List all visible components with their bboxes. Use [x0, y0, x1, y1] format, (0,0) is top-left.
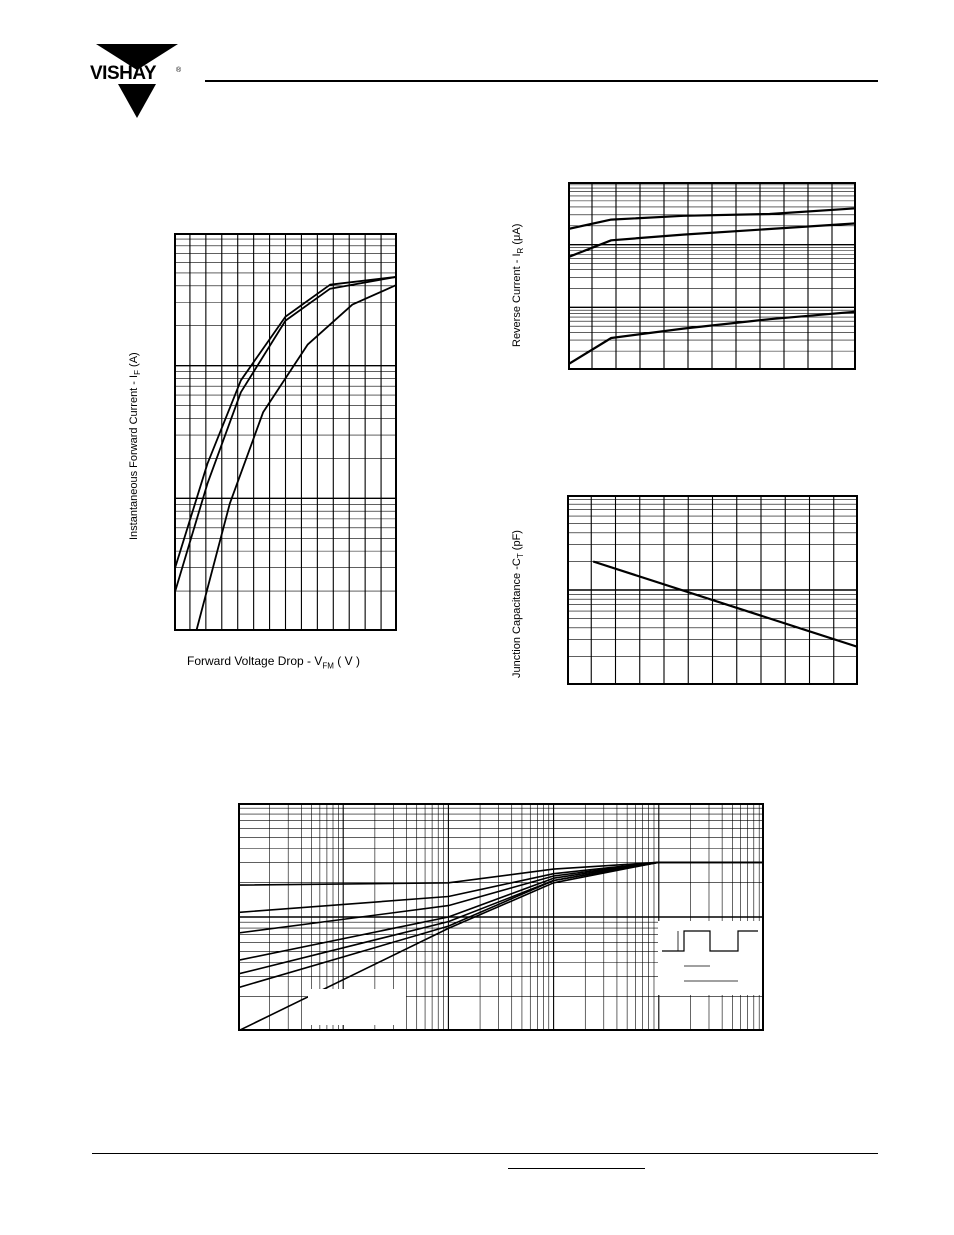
forward-y-label: Instantaneous Forward Current - $I_F$ (A) — [128, 352, 143, 540]
series-line-2 — [196, 285, 397, 631]
forward-x-label: Forward Voltage Drop - $V_{FM}$ ( V ) — [187, 654, 360, 671]
capacitance-y-label: Junction Capacitance $-C_T$ (pF) — [511, 530, 526, 678]
series-line-0 — [593, 562, 858, 648]
chart-transient-thermal — [238, 803, 764, 1031]
thermal-label-blank — [308, 989, 406, 1025]
chart-reverse-current — [568, 182, 856, 370]
logo-wordmark: VISHAY — [90, 63, 156, 84]
chart-forward-voltage — [174, 233, 397, 631]
duty-cycle-waveform-inset — [658, 921, 762, 995]
capacitance-grid — [567, 495, 858, 685]
reverse-y-label: Reverse Current - $I_R$ (μA) — [511, 223, 526, 347]
series-line-0 — [238, 862, 764, 885]
footer-rule — [92, 1153, 878, 1154]
header-rule — [205, 80, 878, 82]
vishay-logo — [88, 44, 184, 122]
logo-bottom-triangle — [118, 84, 156, 118]
chart-junction-capacitance — [567, 495, 858, 685]
logo-registered-mark: ® — [176, 67, 182, 74]
footer-link-underline — [508, 1168, 645, 1169]
forward-grid — [174, 233, 397, 631]
capacitance-curves — [593, 562, 858, 648]
